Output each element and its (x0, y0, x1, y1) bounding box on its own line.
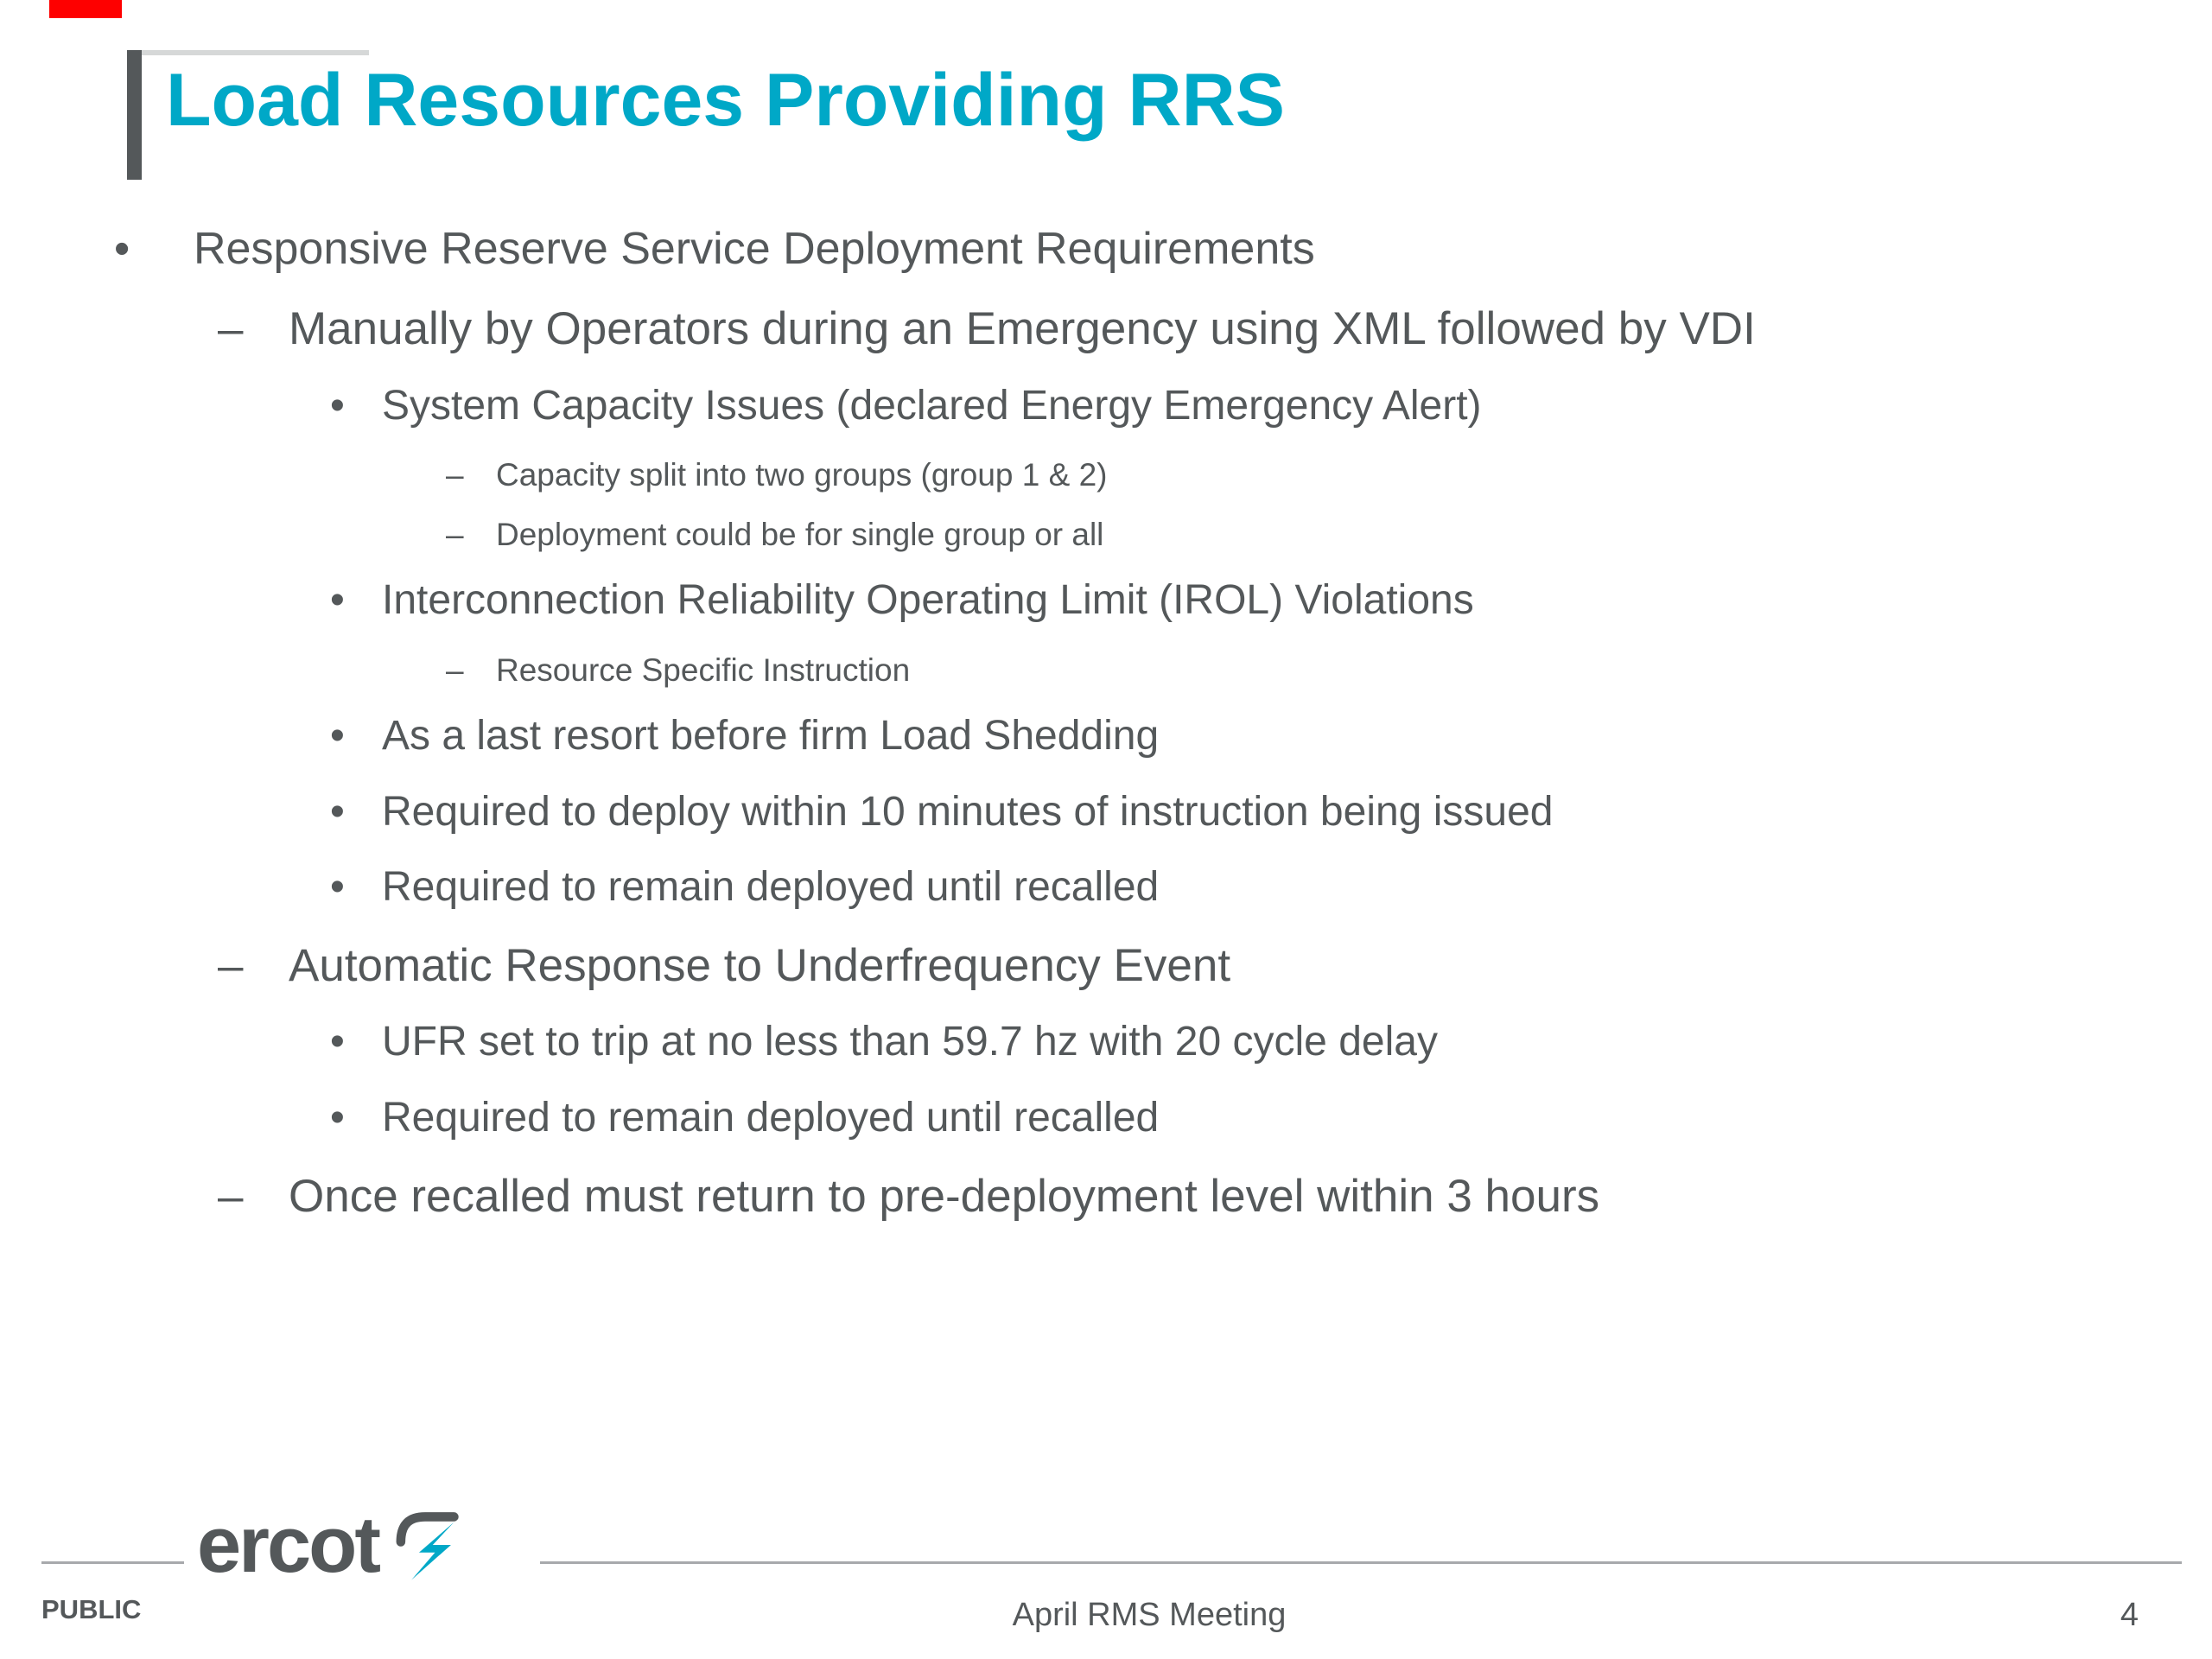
bullet-item (0, 576, 2160, 625)
bullet-item (0, 302, 2160, 355)
bullet-marker: • (330, 382, 345, 429)
ercot-logo (197, 1501, 463, 1589)
bullet-text: Required to remain deployed until recalled (382, 864, 1160, 911)
bullet-text: System Capacity Issues (declared Energy Emergency Alert) (382, 382, 1482, 429)
slide-title-area (127, 50, 1285, 141)
bullet-text: Manually by Operators during an Emergency using XML followed by VDI (289, 303, 1756, 355)
page-number: 4 (2120, 1597, 2139, 1633)
footer-meeting-label: April RMS Meeting (1012, 1597, 1287, 1633)
bullet-marker: – (218, 939, 244, 991)
bullet-marker: • (330, 864, 345, 911)
bullet-text: Automatic Response to Underfrequency Event (289, 939, 1231, 991)
bullet-item (0, 1094, 2160, 1142)
title-accent-top-line (127, 50, 369, 55)
bullet-item (0, 1170, 2160, 1223)
bullet-text: Once recalled must return to pre-deployment level within 3 hours (289, 1170, 1600, 1222)
bullet-text: Interconnection Reliability Operating Limit (IROL) Violations (382, 577, 1474, 624)
bullet-marker: • (114, 224, 130, 274)
bullet-item (0, 652, 2160, 690)
bullet-marker: – (446, 652, 464, 688)
bullet-text: UFR set to trip at no less than 59.7 hz with 20 cycle delay (382, 1019, 1438, 1065)
title-accent-bar (127, 50, 142, 180)
bullet-marker: • (330, 1019, 345, 1065)
bullet-marker: • (330, 577, 345, 624)
bullet-item (0, 863, 2160, 912)
footer-divider-left (41, 1561, 184, 1564)
bullet-item (0, 382, 2160, 430)
bullet-text: As a last resort before firm Load Shedding (382, 712, 1160, 759)
bullet-item (0, 223, 2160, 275)
bullet-item (0, 788, 2160, 836)
bullet-item (0, 457, 2160, 494)
bullet-text: Required to remain deployed until recalled (382, 1095, 1160, 1141)
bullet-list (0, 223, 2160, 1249)
bullet-marker: • (330, 1095, 345, 1141)
bullet-marker: – (218, 303, 244, 355)
bullet-item (0, 939, 2160, 992)
bullet-text: Responsive Reserve Service Deployment Requirements (194, 224, 1315, 274)
bullet-text: Resource Specific Instruction (496, 652, 911, 688)
bullet-item (0, 517, 2160, 554)
bullet-item (0, 712, 2160, 760)
bullet-marker: • (330, 712, 345, 759)
ercot-logo-text: ercot (197, 1501, 378, 1589)
bullet-text: Required to deploy within 10 minutes of instruction being issued (382, 788, 1554, 835)
bullet-marker: • (330, 788, 345, 835)
classification-label: PUBLIC (41, 1594, 142, 1624)
bullet-text: Capacity split into two groups (group 1 & 2) (496, 457, 1108, 493)
bullet-marker: – (446, 517, 464, 553)
corner-accent-mark (49, 0, 122, 18)
bullet-marker: – (446, 457, 464, 493)
page-title: Load Resources Providing RRS (166, 59, 1286, 142)
footer-divider-right (540, 1561, 2182, 1564)
bullet-item (0, 1018, 2160, 1066)
ercot-logo-bolt-icon (387, 1507, 463, 1587)
bullet-marker: – (218, 1170, 244, 1222)
bullet-text: Deployment could be for single group or all (496, 517, 1104, 553)
